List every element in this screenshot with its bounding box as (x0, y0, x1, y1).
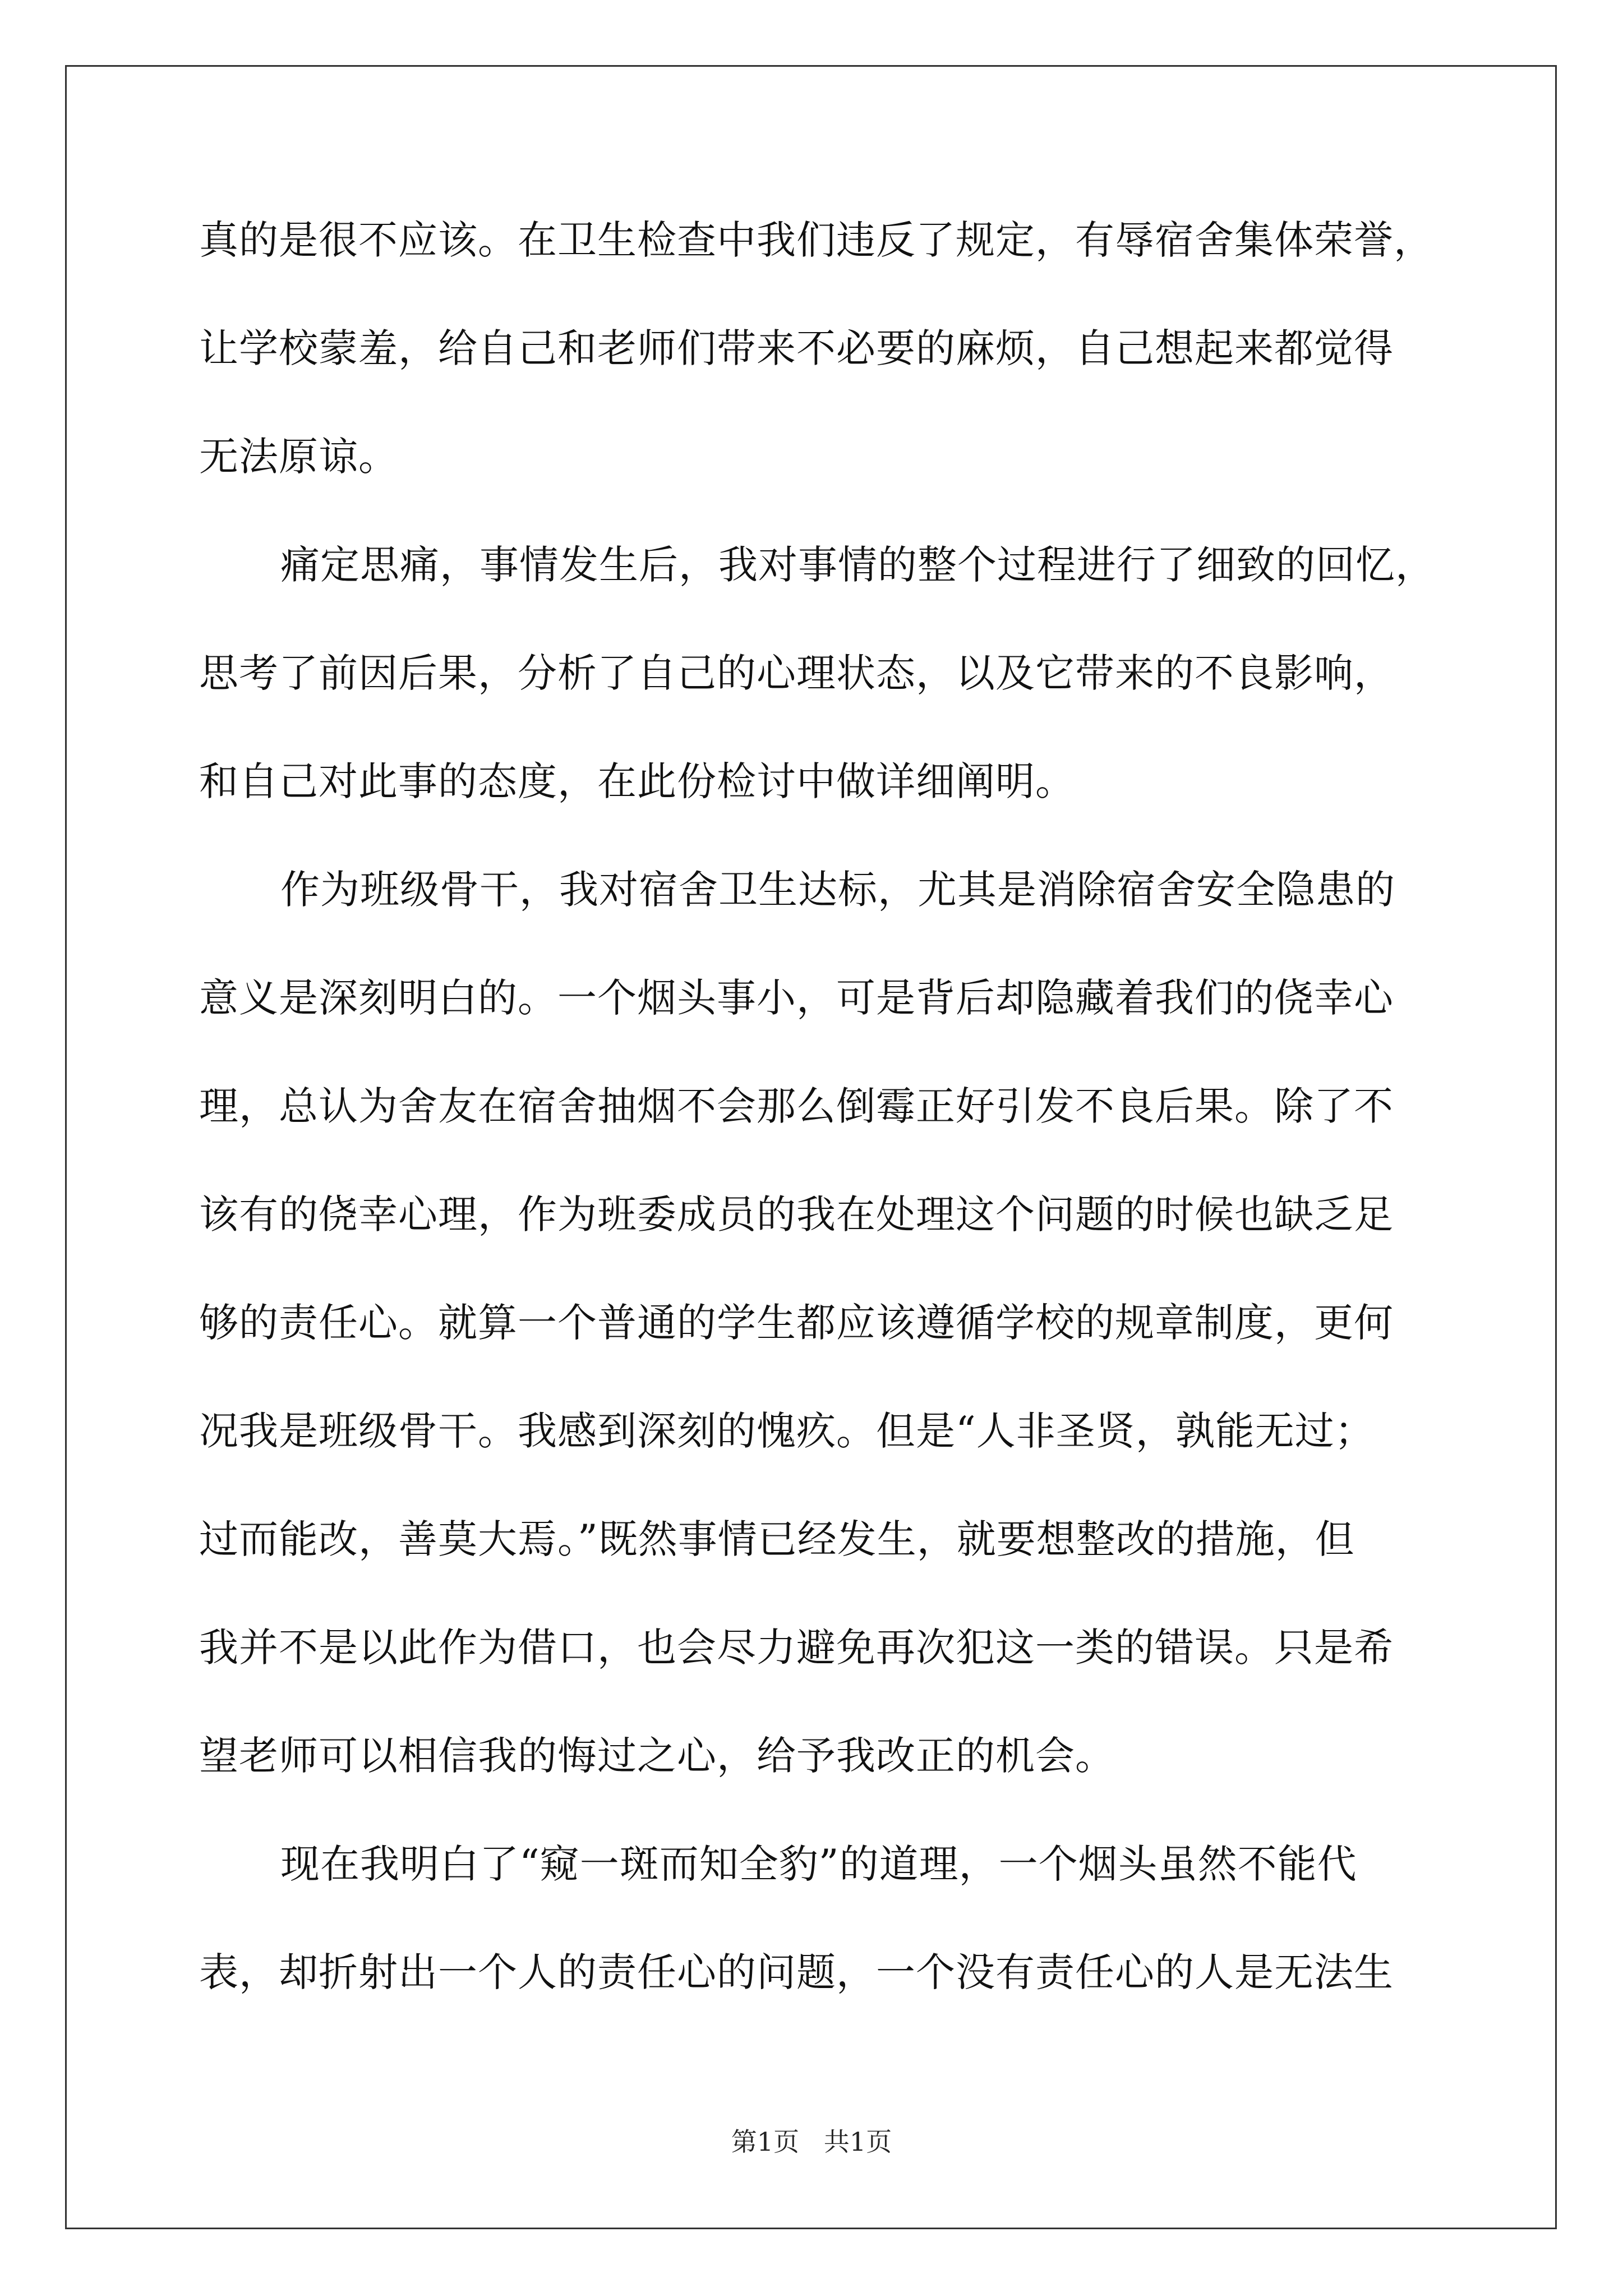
text-line: 表，却折射出一个人的责任心的问题，一个没有责任心的人是无法生 (199, 1949, 1394, 1995)
text-line: 况我是班级骨干。我感到深刻的愧疚。但是“人非圣贤，孰能无过； (199, 1408, 1375, 1454)
text-line: 该有的侥幸心理，作为班委成员的我在处理这个问题的时候也缺乏足 (199, 1191, 1394, 1237)
page-number-footer: 第1页 共1页 (731, 2127, 892, 2157)
page-border (65, 65, 1557, 2229)
paragraph-start-line: 现在我明白了“窥一斑而知全豹”的道理，一个烟头虽然不能代 (280, 1841, 1357, 1887)
text-line: 和自己对此事的态度，在此份检讨中做详细阐明。 (199, 758, 1075, 804)
text-line: 让学校蒙羞，给自己和老师们带来不必要的麻烦，自己想起来都觉得 (199, 325, 1394, 371)
text-line: 我并不是以此作为借口，也会尽力避免再次犯这一类的错误。只是希 (199, 1625, 1394, 1671)
text-line: 真的是很不应该。在卫生检查中我们违反了规定，有辱宿舍集体荣誉， (199, 217, 1433, 263)
paragraph-start-line: 痛定思痛，事情发生后，我对事情的整个过程进行了细致的回忆， (280, 542, 1435, 588)
text-line: 望老师可以相信我的悔过之心，给予我改正的机会。 (199, 1733, 1115, 1779)
text-line: 无法原谅。 (199, 434, 398, 480)
text-line: 过而能改，善莫大焉。”既然事情已经发生，就要想整改的措施，但 (199, 1516, 1355, 1562)
text-line: 够的责任心。就算一个普通的学生都应该遵循学校的规章制度，更何 (199, 1300, 1394, 1346)
text-line: 理，总认为舍友在宿舍抽烟不会那么倒霉正好引发不良后果。除了不 (199, 1083, 1394, 1129)
text-line: 思考了前因后果，分析了自己的心理状态，以及它带来的不良影响， (199, 650, 1394, 696)
paragraph-start-line: 作为班级骨干，我对宿舍卫生达标，尤其是消除宿舍安全隐患的 (280, 867, 1395, 913)
text-line: 意义是深刻明白的。一个烟头事小，可是背后却隐藏着我们的侥幸心 (199, 975, 1394, 1021)
